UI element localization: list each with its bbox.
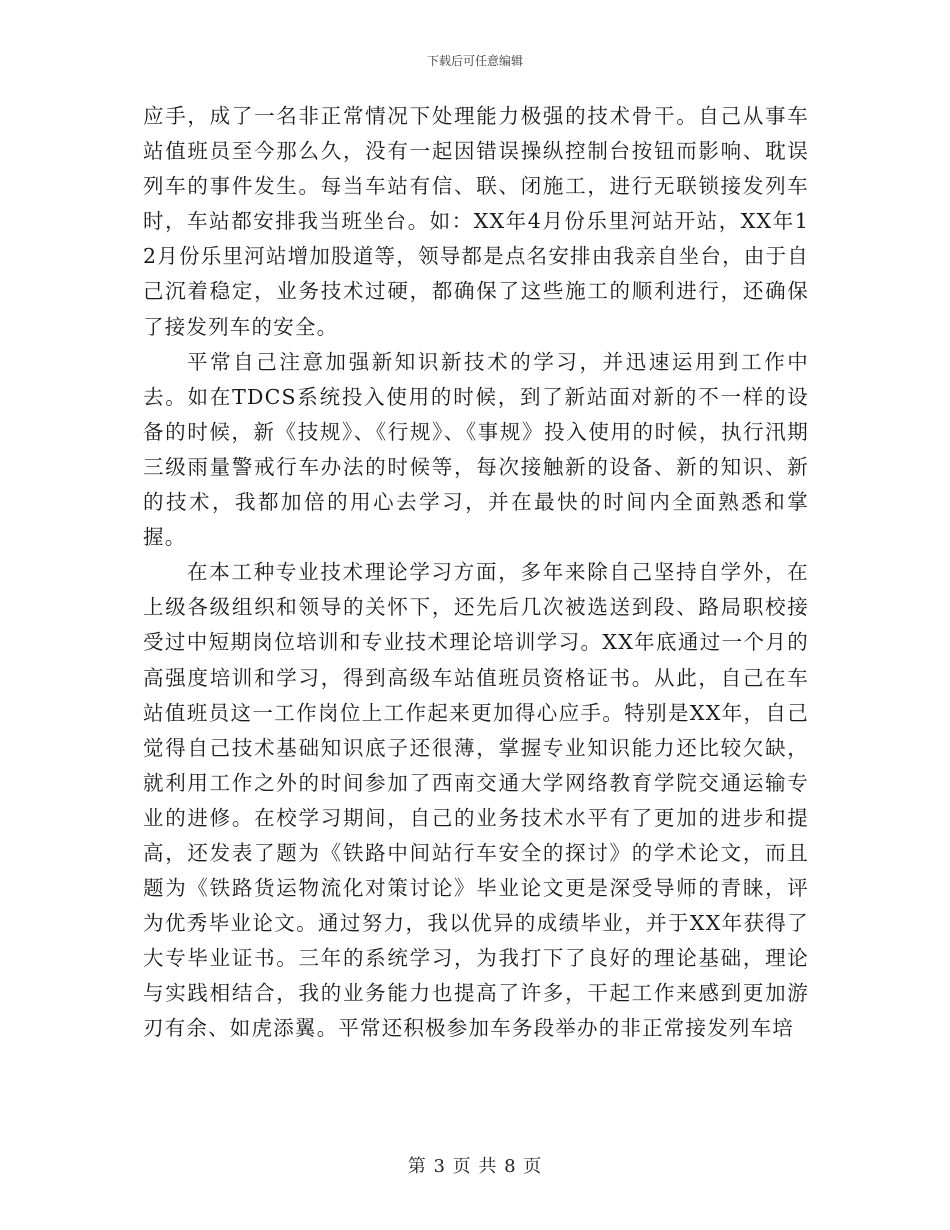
page-number-footer: 第 3 页 共 8 页 (407, 1156, 543, 1177)
paragraph-3: 在本工种专业技术理论学习方面，多年来除自己坚持自学外，在上级各级组织和领导的关怀下，还先后几次被选送到段、路局职校接受过中短期岗位培训和专业技术理论培训学习。XX年底通过一个月的高强度培训和学习，得到高级车站值班员资格证书。从此，自己在车站值班员这一工作岗位上工作起来更加得心应手。特别是XX年，自己觉得自己技术基础知识底子还很薄，掌握专业知识能力还比较欠缺，就利用工作之外的时间参加了西南交通大学网络教育学院交通运输专业的进修。在校学习期间，自己的业务技术水平有了更加的进步和提高，还发表了题为《铁路中间站行车安全的探讨》的学术论文，而且题为《铁路货运物流化对策讨论》毕业论文更是深受导师的青睐，评为优秀毕业论文。通过努力，我以优异的成绩毕业，并于XX年获得了大专毕业证书。三年的系统学习，为我打下了良好的理论基础，理论与实践相结合，我的业务能力也提高了许多，干起工作来感到更加游刃有余、如虎添翼。平常还积极参加车务段举办的非正常接发列车培 (143, 560, 809, 1041)
paragraph-2: 平常自己注意加强新知识新技术的学习，并迅速运用到工作中去。如在TDCS系统投入使用的时候，到了新站面对新的不一样的设备的时候，新《技规》、《行规》、《事规》投入使用的时候，执行汛期三级雨量警戒行车办法的时候等，每次接触新的设备、新的知识、新的技术，我都加倍的用心去学习，并在最快的时间内全面熟悉和掌握。 (143, 349, 809, 550)
page-header: 下载后可任意编辑 (426, 54, 523, 68)
document-body (143, 99, 809, 1047)
paragraph-1: 应手，成了一名非正常情况下处理能力极强的技术骨干。自己从事车站值班员至今那么久，没有一起因错误操纵控制台按钮而影响、耽误列车的事件发生。每当车站有信、联、闭施工，进行无联锁接发列车时，车站都安排我当班坐台。如：XX年4月份乐里河站开站，XX年12月份乐里河站增加股道等，领导都是点名安排由我亲自坐台，由于自己沉着稳定，业务技术过硬，都确保了这些施工的顺利进行，还确保了接发列车的安全。 (143, 104, 809, 339)
